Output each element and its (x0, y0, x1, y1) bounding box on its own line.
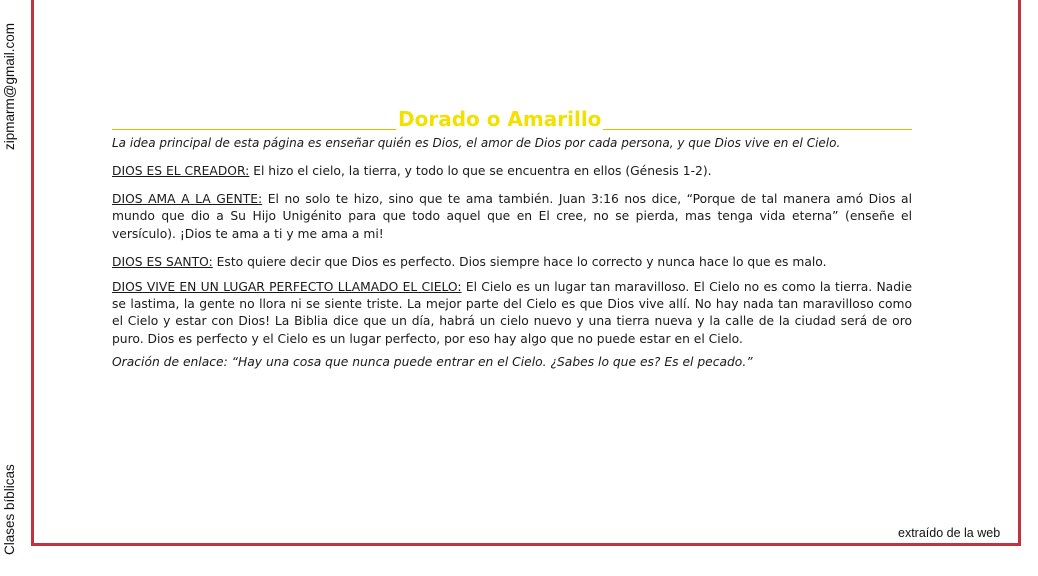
section-heading: DIOS VIVE EN UN LUGAR PERFECTO LLAMADO EL CIELO: (112, 280, 462, 295)
brand-watermark: Clases bíblicas (2, 464, 17, 555)
section-love (112, 191, 912, 243)
section-creator (112, 163, 912, 180)
page-title: Dorado o Amarillo (398, 107, 602, 131)
closing-prayer: Oración de enlace: “Hay una cosa que nunca puede entrar en el Cielo. ¿Sabes lo que es? Es el pecado.” (112, 354, 753, 369)
email-watermark: zipmarm@gmail.com (2, 23, 17, 150)
lesson-content (112, 104, 912, 371)
title-row (112, 104, 912, 132)
title-underline-left (112, 129, 396, 130)
section-text: El hizo el cielo, la tierra, y todo lo que se encuentra en ellos (Génesis 1-2). (249, 164, 712, 178)
section-heading: DIOS AMA A LA GENTE: (112, 192, 263, 207)
section-text: El Cielo es un lugar tan maravilloso. El Cielo no es como la tierra. Nadie se lastima, la gente no llora ni se siente triste. La mejor parte del Cielo es que Dios vive allí. No hay nada tan maravilloso como el Cielo y estar con Dios! La Biblia dice que un día, habrá un cielo nuevo y una tierra nueva y la calle de la ciudad será de oro puro. Dios es perfecto y el Cielo es un lugar perfecto, por eso hay algo que no puede estar en el Cielo. (112, 280, 913, 346)
section-text: El no solo te hizo, sino que te ama también. Juan 3:16 nos dice, “Porque de tal manera amó Dios al mundo que dio a Su Hijo Unigénito para que todo aquel que en El cree, no se pierda, mas tenga vida eterna” (enseñe el versículo). ¡Dios te ama a ti y me ama a mi! (112, 192, 912, 241)
intro-text: La idea principal de esta página es enseñar quién es Dios, el amor de Dios por cada persona, y que Dios vive en el Cielo. (112, 136, 841, 150)
source-note: extraído de la web (898, 526, 1001, 540)
section-heaven (112, 279, 912, 348)
section-holy (112, 254, 912, 271)
section-text: Esto quiere decir que Dios es perfecto. Dios siempre hace lo correcto y nunca hace lo que es malo. (212, 254, 827, 269)
section-heading: DIOS ES EL CREADOR: (112, 164, 250, 178)
section-heading: DIOS ES SANTO: (112, 254, 213, 269)
title-underline-right (603, 129, 912, 130)
